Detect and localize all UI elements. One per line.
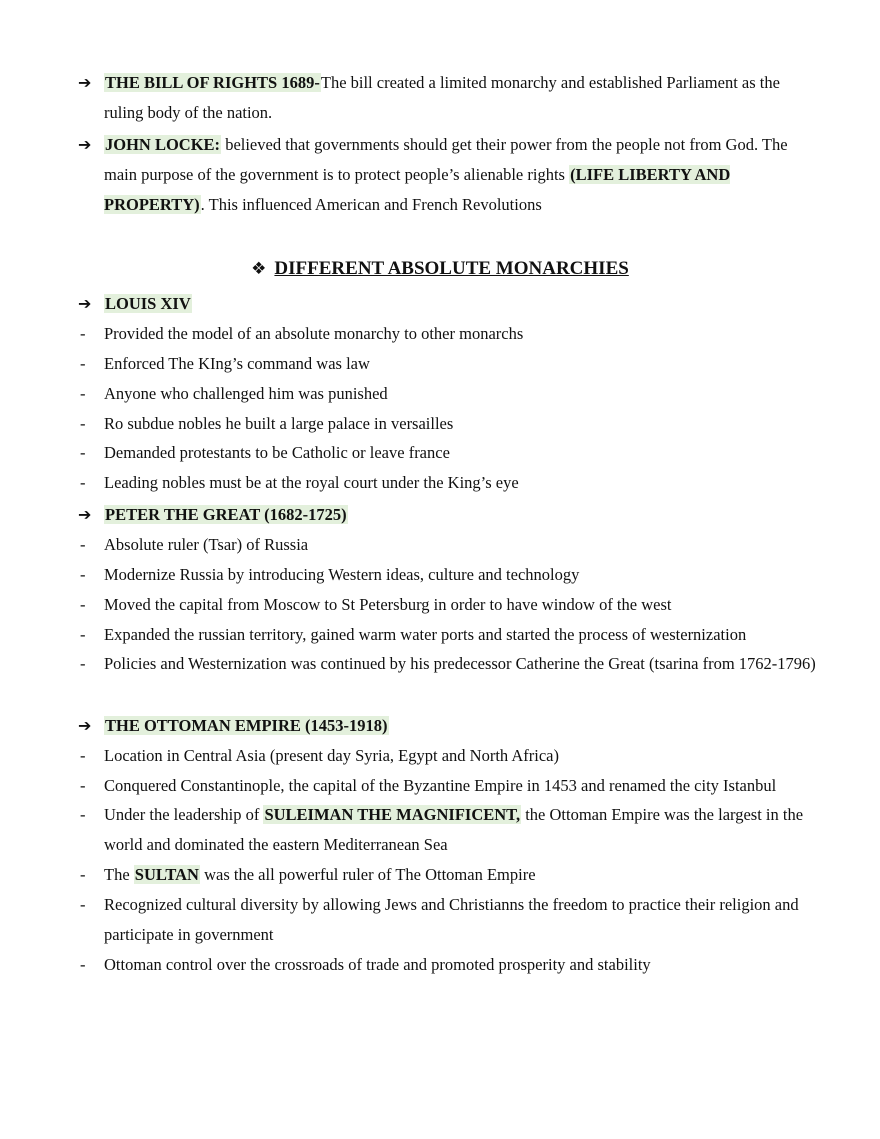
dash-bullet: - (80, 776, 86, 795)
dash-bullet: - (80, 535, 86, 554)
arrow-bullet-icon: ➔ (78, 505, 92, 524)
sultan-highlight: SULTAN (134, 865, 199, 884)
suleiman-highlight: SULEIMAN THE MAGNIFICENT, (264, 805, 521, 824)
list-item-text: Ottoman control over the crossroads of trade and promoted prosperity and stability (104, 955, 651, 974)
list-item (78, 800, 823, 860)
list-item-text: Leading nobles must be at the royal court under the King’s eye (104, 473, 519, 492)
list-item-text: Modernize Russia by introducing Western ideas, culture and technology (104, 565, 580, 584)
list-item-text: Policies and Westernization was continued by his predecessor Catherine the Great (tsarina from 1762-1796) (104, 654, 816, 673)
list-item-text: Location in Central Asia (present day Syria, Egypt and North Africa) (104, 746, 559, 765)
list-item-text: Absolute ruler (Tsar) of Russia (104, 535, 309, 554)
list-item (78, 741, 823, 771)
arrow-bullet-icon: ➔ (78, 294, 92, 313)
section-heading (0, 254, 880, 284)
list-item-text: Provided the model of an absolute monarchy to other monarchs (104, 324, 524, 343)
list-item-text: was the all powerful ruler of The Ottoman Empire (199, 865, 536, 884)
list-item-text: Conquered Constantinople, the capital of the Byzantine Empire in 1453 and renamed the city Istanbul (104, 776, 777, 795)
ottoman-empire-header (78, 711, 823, 741)
dash-bullet: - (80, 625, 86, 644)
john-locke-rights: (LIFE LIBERTY AND PROPERTY) (104, 165, 731, 214)
list-item (78, 379, 823, 409)
list-item (78, 950, 823, 980)
list-item-text: Anyone who challenged him was punished (104, 384, 388, 403)
list-item (78, 319, 823, 349)
list-item (78, 349, 823, 379)
list-item-text: Ro subdue nobles he built a large palace in versailles (104, 414, 454, 433)
dash-bullet: - (80, 955, 86, 974)
list-item (78, 438, 823, 468)
dash-bullet: - (80, 565, 86, 584)
dash-bullet: - (80, 324, 86, 343)
list-item (78, 590, 823, 620)
dash-bullet: - (80, 414, 86, 433)
list-item-text: Demanded protestants to be Catholic or leave france (104, 443, 450, 462)
dash-bullet: - (80, 805, 86, 824)
list-item-text: The (104, 865, 134, 884)
dash-bullet: - (80, 384, 86, 403)
john-locke-text-end: . This influenced American and French Revolutions (200, 195, 542, 214)
list-item (78, 530, 823, 560)
bill-of-rights-text: The bill created a limited monarchy and established Parliament as the ruling body of the nation. (104, 73, 780, 122)
dash-bullet: - (80, 595, 86, 614)
bill-of-rights-item (78, 68, 823, 128)
john-locke-item (78, 130, 823, 220)
list-item (78, 468, 823, 498)
arrow-bullet-icon: ➔ (78, 716, 92, 735)
list-item (78, 771, 823, 801)
dash-bullet: - (80, 443, 86, 462)
list-item (78, 890, 823, 950)
list-item-text: the Ottoman Empire was the largest in the world and dominated the eastern Mediterranean Sea (104, 805, 804, 854)
peter-the-great-title: PETER THE GREAT (1682-1725) (105, 505, 347, 524)
list-item-text: Enforced The KIng’s command was law (104, 354, 370, 373)
list-item (78, 409, 823, 439)
section-heading-text: DIFFERENT ABSOLUTE MONARCHIES (274, 258, 629, 279)
dash-bullet: - (80, 865, 86, 884)
dash-bullet: - (80, 654, 86, 673)
ottoman-empire-title: THE OTTOMAN EMPIRE (1453-1918) (105, 716, 388, 735)
arrow-bullet-icon: ➔ (78, 73, 92, 92)
john-locke-title: JOHN LOCKE: (105, 135, 221, 154)
john-locke-text: believed that governments should get their power from the people not from God. The main purpose of the government is to protect people’s alienable rights (104, 135, 788, 184)
list-item-text: Moved the capital from Moscow to St Petersburg in order to have window of the west (104, 595, 672, 614)
list-item-text: Expanded the russian territory, gained warm water ports and started the process of westernization (104, 625, 747, 644)
dash-bullet: - (80, 354, 86, 373)
list-item (78, 649, 823, 679)
arrow-bullet-icon: ➔ (78, 135, 92, 154)
list-item (78, 560, 823, 590)
louis-xiv-title: LOUIS XIV (105, 294, 191, 313)
dash-bullet: - (80, 746, 86, 765)
list-item (78, 860, 823, 890)
list-item-text: Under the leadership of (104, 805, 264, 824)
list-item-text: Recognized cultural diversity by allowing Jews and Christianns the freedom to practice their religion and participate in government (104, 895, 799, 944)
louis-xiv-header (78, 289, 823, 319)
dash-bullet: - (80, 895, 86, 914)
list-item (78, 620, 823, 650)
dash-bullet: - (80, 473, 86, 492)
diamond-bullet-icon: ❖ (251, 259, 267, 279)
bill-of-rights-title: THE BILL OF RIGHTS 1689- (105, 73, 320, 92)
peter-the-great-header (78, 500, 823, 530)
